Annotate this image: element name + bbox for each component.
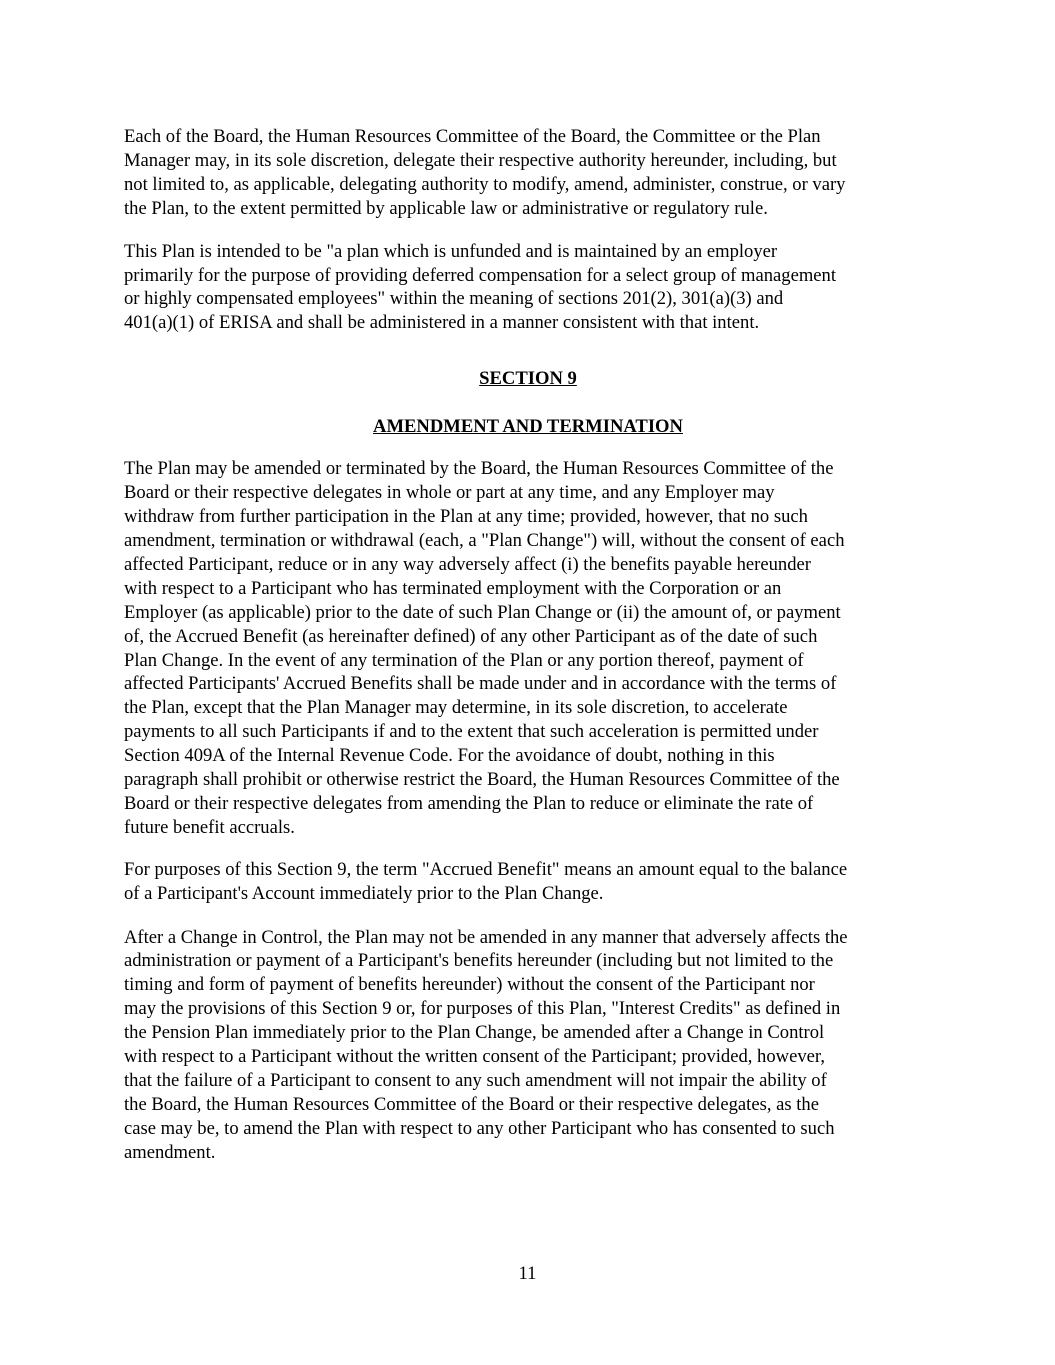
paragraph-delegation: Each of the Board, the Human Resources Committee of the Board, the Committee or the Plan Manager may, in its sole discretion, delegate their respective authority hereunder, including, but not limited to, as applicable, delegating authority to modify, amend, administer, construe, or vary the Plan, to the extent permitted by applicable law or administrative or regulatory rule. — [124, 126, 846, 219]
paragraph-accrued-benefit-definition: For purposes of this Section 9, the term "Accrued Benefit" means an amount equal to the balance of a Participant's Account immediately prior to the Plan Change. — [124, 858, 848, 904]
paragraph-amendment-termination: The Plan may be amended or terminated by the Board, the Human Resources Committee of the Board or their respective delegates in whole or part at any time, and any Employer may withdraw from further participation in the Plan at any time; provided, however, that no such amendment, termination or withdrawal (each, a "Plan Change") will, without the consent of each affected Participant, reduce or in any way adversely affect (i) the benefits payable hereunder with respect to a Participant who has terminated employment with the Corporation or an Employer (as applicable) prior to the date of such Plan Change or (ii) the amount of, or payment of, the Accrued Benefit (as hereinafter defined) of any other Participant as of the date of such Plan Change. In the event of any termination of the Plan or any portion thereof, payment of affected Participants' Accrued Benefits shall be made under and in accordance with the terms of the Plan, except that the Plan Manager may determine, in its sole discretion, to accelerate payments to all such Participants if and to the extent that such acceleration is permitted under Section 409A of the Internal Revenue Code. For the avoidance of doubt, nothing in this paragraph shall prohibit or otherwise restrict the Board, the Human Resources Committee of the Board or their respective delegates from amending the Plan to reduce or eliminate the rate of future benefit accruals. — [124, 458, 845, 838]
section-title-heading: AMENDMENT AND TERMINATION — [373, 416, 683, 438]
document-body — [124, 125, 932, 1165]
paragraph-erisa-intent: This Plan is intended to be "a plan which is unfunded and is maintained by an employer primarily for the purpose of providing deferred compensation for a select group of management or highly compensated employees" within the meaning of sections 201(2), 301(a)(3) and 401(a)(1) of ERISA and shall be administered in a manner consistent with that intent. — [124, 240, 837, 334]
page-number: 11 — [518, 1263, 537, 1284]
paragraph-change-in-control: After a Change in Control, the Plan may not be amended in any manner that adversely affects the administration or payment of a Participant's benefits hereunder (including but not limited to the timing and form of payment of benefits hereunder) without the consent of the Participant nor may the provisions of this Section 9 or, for purposes of this Plan, "Interest Credits" as defined in the Pension Plan immediately prior to the Plan Change, be amended after a Change in Control with respect to a Participant without the written consent of the Participant; provided, however, that the failure of a Participant to consent to any such amendment will not impair the ability of the Board, the Human Resources Committee of the Board or their respective delegates, as the case may be, to amend the Plan with respect to any other Participant who has consented to such amendment. — [124, 926, 848, 1163]
section-number-heading: SECTION 9 — [479, 368, 577, 390]
